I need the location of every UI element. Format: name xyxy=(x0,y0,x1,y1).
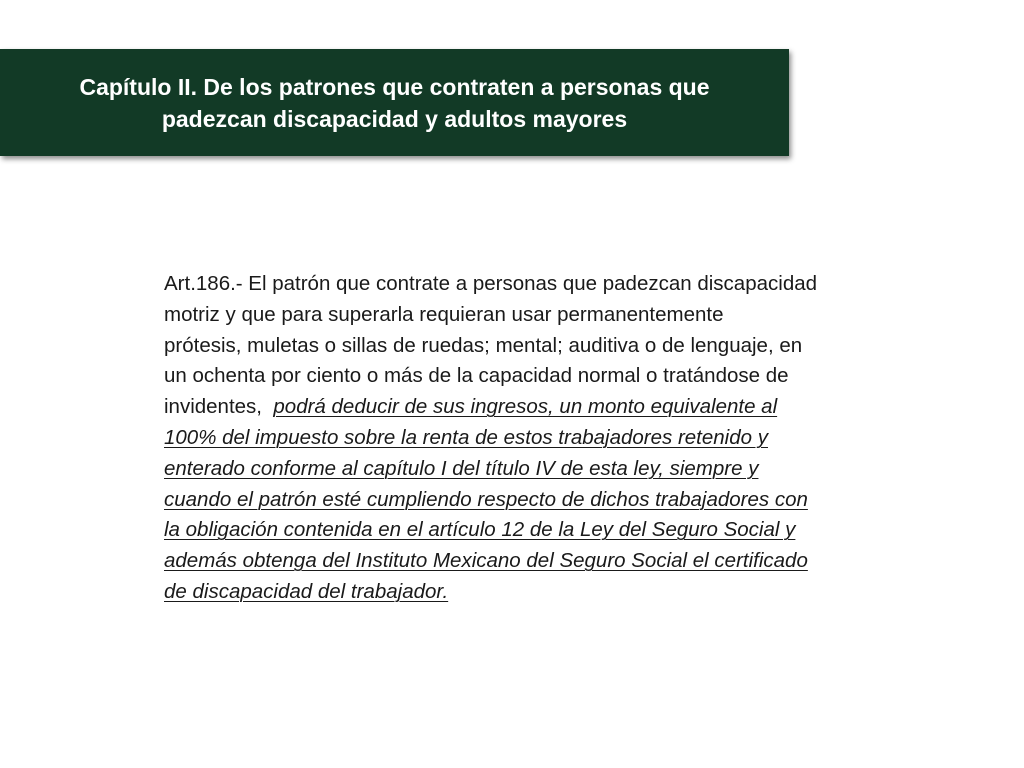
slide-title-line-1: Capítulo II. De los patrones que contraten a personas que xyxy=(79,73,710,100)
article-line-emphasized-part: podrá deducir de sus ingresos, un monto equivalente al xyxy=(273,395,778,419)
article-emphasized-line: la obligación contenida en el artículo 12 de la Ley del Seguro Social y xyxy=(164,518,796,542)
slide-title-line-2: padezcan discapacidad y adultos mayores xyxy=(161,105,628,132)
article-emphasized-line: 100% del impuesto sobre la renta de estos trabajadores retenido y xyxy=(164,425,768,449)
article-186-text xyxy=(164,269,924,608)
article-emphasized-line: cuando el patrón esté cumpliendo respecto de dichos trabajadores con xyxy=(164,487,808,511)
article-emphasized-line: además obtenga del Instituto Mexicano del Seguro Social el certificado xyxy=(164,549,808,573)
title-banner xyxy=(0,49,789,156)
article-line: Art.186.- El patrón que contrate a personas que padezcan discapacidad xyxy=(164,272,818,295)
article-line: prótesis, muletas o sillas de ruedas; mental; auditiva o de lenguaje, en xyxy=(164,333,803,357)
article-emphasized-line: enterado conforme al capítulo I del título IV de esta ley, siempre y xyxy=(164,456,759,480)
article-line-mixed xyxy=(164,392,924,423)
article-emphasized-line: de discapacidad del trabajador. xyxy=(164,579,449,603)
article-line: motriz y que para superarla requieran usar permanentemente xyxy=(164,302,724,326)
article-line-plain-part: invidentes, xyxy=(164,395,274,419)
article-line: un ochenta por ciento o más de la capacidad normal o tratándose de xyxy=(164,364,789,388)
